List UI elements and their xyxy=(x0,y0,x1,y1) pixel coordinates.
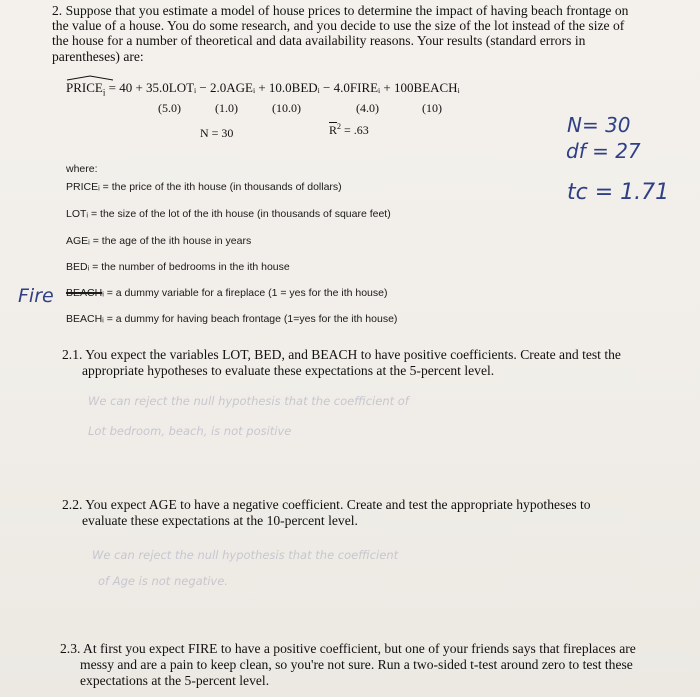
handwritten-n: N= 30 xyxy=(567,113,631,137)
r-squared-value: = .63 xyxy=(344,123,369,137)
intro-line-3: the house for a number of theoretical and data availability reasons. Your results (standard errors in xyxy=(52,33,586,48)
q21-line-1: 2.1. You expect the variables LOT, BED, and BEACH to have positive coefficients. Create and test the xyxy=(62,347,621,362)
q23-line-1: 2.3. At first you expect FIRE to have a positive coefficient, but one of your friends says that fireplaces are xyxy=(60,641,636,656)
q23-line-3: expectations at the 5-percent level. xyxy=(80,673,270,688)
q22-faint-answer-1: We can reject the null hypothesis that the coefficient xyxy=(92,548,399,562)
intro-line-2: the value of a house. You do some research, and you decide to use the size of the lot instead of the size of xyxy=(52,18,625,33)
equation-lhs-sub: i xyxy=(102,87,106,98)
equation-line xyxy=(66,80,460,98)
r-squared xyxy=(329,122,369,138)
r-squared-exponent: 2 xyxy=(337,122,342,131)
se-age: (1.0) xyxy=(215,101,238,115)
q21-line-2: appropriate hypotheses to evaluate these expectations at the 5-percent level. xyxy=(82,363,495,378)
q23-line-2: messy and are a pain to keep clean, so you're not sure. Run a two-sided t-test around zero to test these xyxy=(80,657,633,672)
q22-line-1: 2.2. You expect AGE to have a negative coefficient. Create and test the appropriate hypotheses to xyxy=(62,497,591,512)
handwritten-df: df = 27 xyxy=(566,139,641,163)
equation-lhs: PRICE xyxy=(66,80,103,95)
r-squared-symbol: $\overline{R}$ xyxy=(329,123,338,137)
q22-line-2: evaluate these expectations at the 10-percent level. xyxy=(82,513,358,528)
intro-line-4: parentheses) are: xyxy=(52,49,144,64)
q21-faint-answer-2: Lot bedroom, beach, is not positive xyxy=(88,424,292,438)
se-bed: (10.0) xyxy=(272,101,301,115)
definition-fire xyxy=(66,287,387,299)
crossed-out-beach: BEACH xyxy=(66,287,103,299)
definition-price: PRICEᵢ = the price of the ith house (in thousands of dollars) xyxy=(66,181,342,193)
handwritten-fire: Fire xyxy=(18,285,54,307)
definition-lot: LOTᵢ = the size of the lot of the ith house (in thousands of square feet) xyxy=(66,208,391,220)
q21-faint-answer-1: We can reject the null hypothesis that the coefficient of xyxy=(88,394,409,408)
definition-beach: BEACHᵢ = a dummy for having beach frontage (1=yes for the ith house) xyxy=(66,313,398,325)
se-beach: (10) xyxy=(422,101,442,115)
price-hat xyxy=(66,80,105,98)
intro-line-1: 2. Suppose that you estimate a model of house prices to determine the impact of having beach frontage on xyxy=(52,3,629,18)
definition-fire-text: ᵢ = a dummy variable for a fireplace (1 = yes for the ith house) xyxy=(102,287,388,299)
se-fire: (4.0) xyxy=(356,101,379,115)
hat-icon xyxy=(66,75,114,81)
definition-bed: BEDᵢ = the number of bedrooms in the ith house xyxy=(66,261,290,273)
n-statistic: N = 30 xyxy=(200,126,234,140)
handwritten-tc: tc = 1.71 xyxy=(567,180,670,205)
definition-age: AGEᵢ = the age of the ith house in years xyxy=(66,235,252,247)
definitions-where: where: xyxy=(66,163,98,175)
equation-rhs: = 40 + 35.0LOTᵢ − 2.0AGEᵢ + 10.0BEDᵢ − 4.0FIREᵢ + 100BEACHᵢ xyxy=(108,80,460,95)
q22-faint-answer-2: of Age is not negative. xyxy=(98,574,228,588)
se-lot: (5.0) xyxy=(158,101,181,115)
